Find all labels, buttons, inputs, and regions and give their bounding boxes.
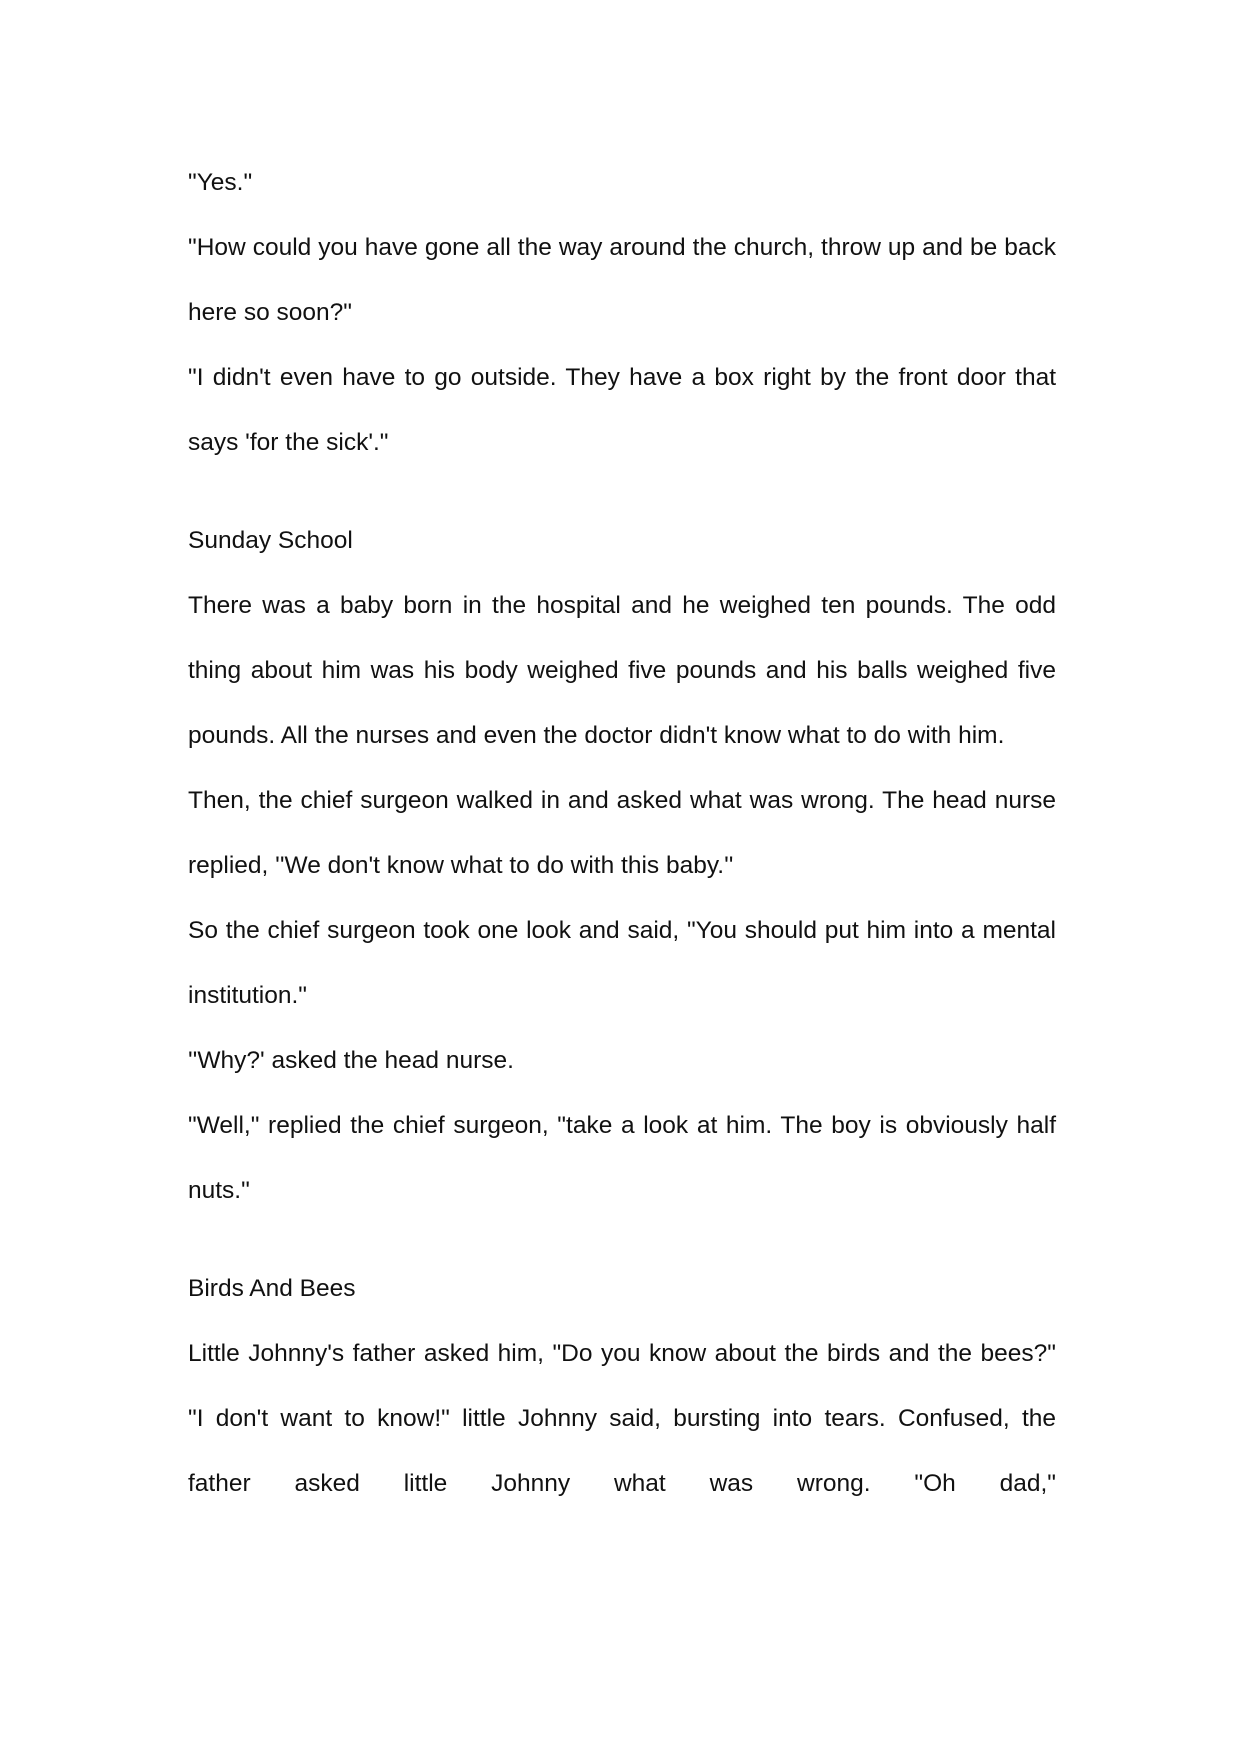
story-paragraph-surgeon: Then, the chief surgeon walked in and asked what was wrong. The head nurse replied, ''We don't know what to do with this baby.'' <box>188 787 1056 879</box>
story-paragraph-baby: There was a baby born in the hospital and he weighed ten pounds. The odd thing about him was his body weighed five pounds and his balls weighed five pounds. All the nurses and even the doctor didn't know what to do with him. <box>188 592 1056 749</box>
document-body <box>188 150 1056 1516</box>
story-paragraph-why: ''Why?' asked the head nurse. <box>188 1047 514 1074</box>
story-paragraph-institution: So the chief surgeon took one look and said, "You should put him into a mental institution." <box>188 917 1056 1009</box>
dialogue-answer: "I didn't even have to go outside. They have a box right by the front door that says 'for the sick'." <box>188 364 1056 456</box>
section-heading-sunday-school: Sunday School <box>188 527 353 554</box>
dialogue-yes: "Yes." <box>188 169 253 196</box>
story-paragraph-johnny: Little Johnny's father asked him, "Do you know about the birds and the bees?" "I don't want to know!" little Johnny said, bursting into tears. Confused, the father asked little Johnny what was wrong. "Oh dad," <box>188 1340 1056 1497</box>
section-gap <box>188 475 1056 508</box>
story-paragraph-punchline: "Well," replied the chief surgeon, "take a look at him. The boy is obviously half nuts." <box>188 1112 1056 1204</box>
dialogue-question: "How could you have gone all the way around the church, throw up and be back here so soon?" <box>188 234 1056 326</box>
section-gap <box>188 1223 1056 1256</box>
section-heading-birds-and-bees: Birds And Bees <box>188 1275 356 1302</box>
